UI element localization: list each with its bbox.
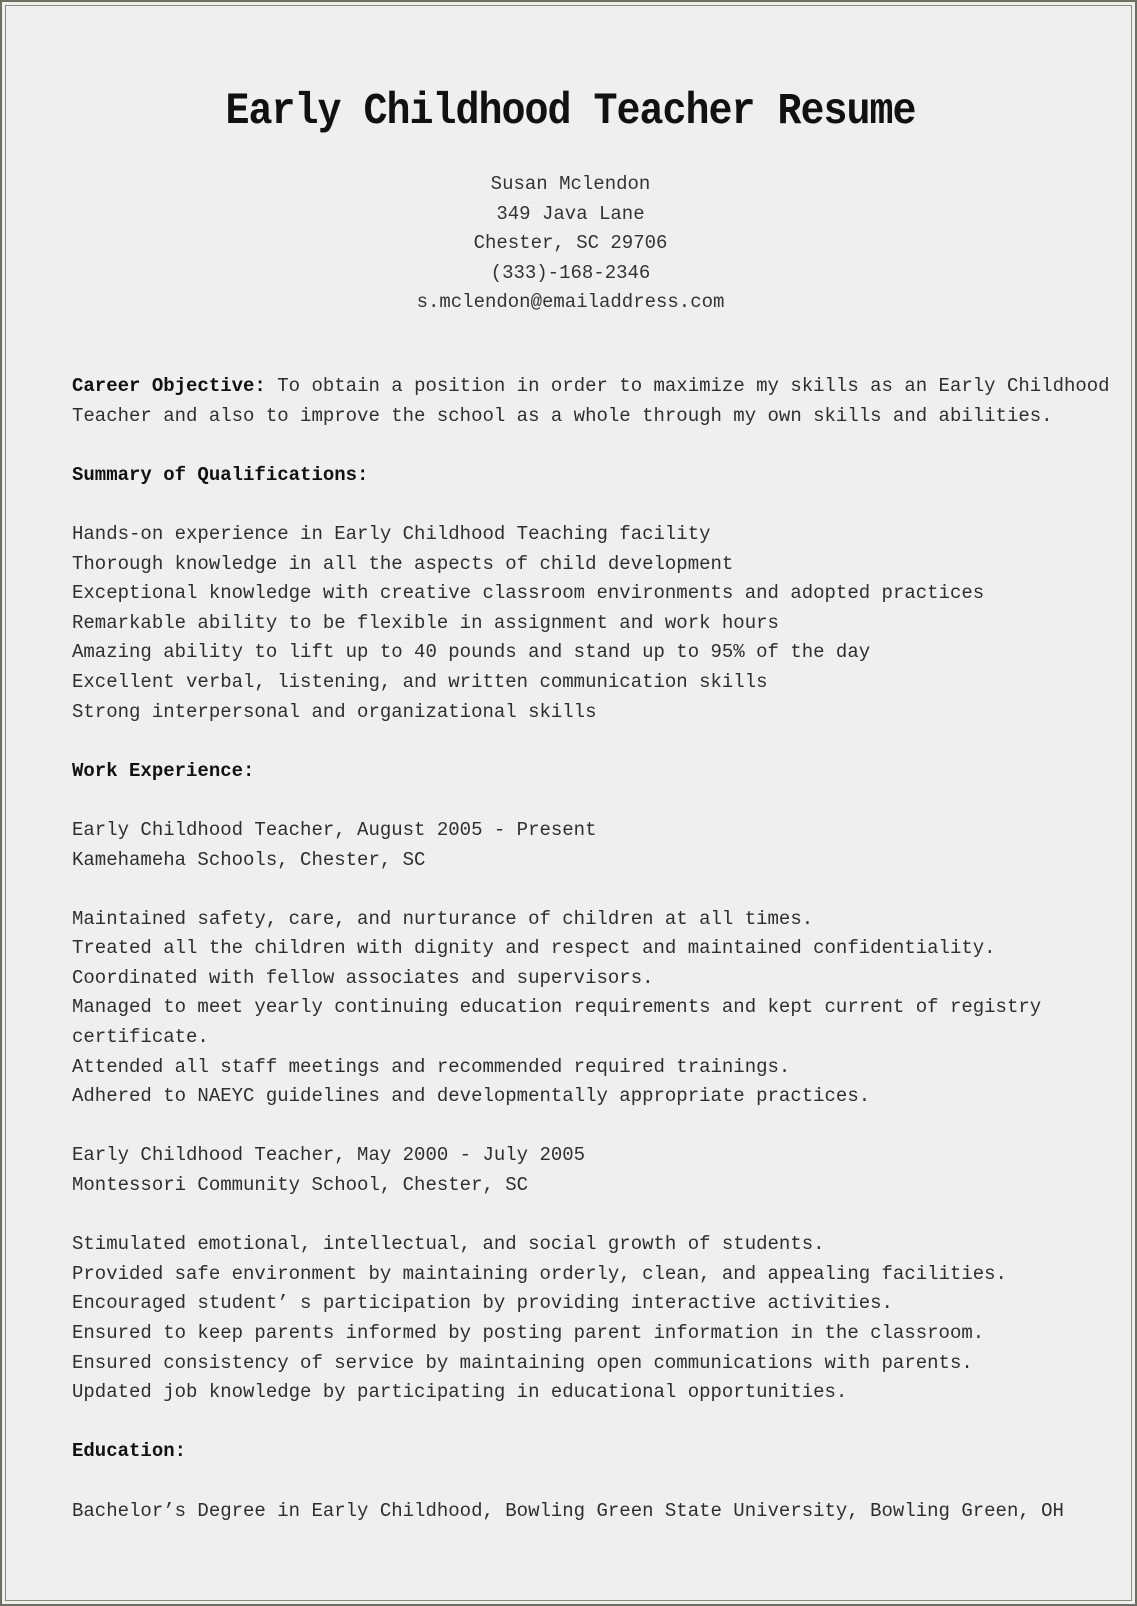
job-duty: Ensured to keep parents informed by posting parent information in the classroom. xyxy=(72,1322,985,1344)
job-duty: Treated all the children with dignity and respect and maintained confidentiality. xyxy=(72,937,996,960)
education-heading: Education: xyxy=(72,1440,187,1463)
qualification-item: Hands-on experience in Early Childhood Teaching facility xyxy=(72,522,711,545)
contact-email: s.mclendon@emailaddress.com xyxy=(416,291,725,313)
job-duty: Adhered to NAEYC guidelines and developmentally appropriate practices. xyxy=(72,1085,871,1108)
resume-body xyxy=(72,372,1112,1526)
page-title: Early Childhood Teacher Resume xyxy=(225,87,916,138)
contact-city: Chester, SC 29706 xyxy=(473,232,668,254)
job-title-dates: Early Childhood Teacher, August 2005 - Present xyxy=(72,818,597,841)
education-item: Bachelor’s Degree in Early Childhood, Bowling Green State University, Bowling Green, OH xyxy=(72,1499,1064,1522)
job-duty: Coordinated with fellow associates and supervisors. xyxy=(72,966,654,989)
contact-address: 349 Java Lane xyxy=(496,202,645,225)
job-duty: certificate. xyxy=(72,1026,209,1049)
contact-block xyxy=(2,170,1137,318)
qualification-item: Strong interpersonal and organizational skills xyxy=(72,700,597,723)
qualification-item: Exceptional knowledge with creative classroom environments and adopted practices xyxy=(72,582,985,605)
job-employer: Montessori Community School, Chester, SC xyxy=(72,1174,529,1197)
contact-name: Susan Mclendon xyxy=(490,173,651,195)
qualification-item: Thorough knowledge in all the aspects of child development xyxy=(72,552,734,575)
qualification-item: Amazing ability to lift up to 40 pounds and stand up to 95% of the day xyxy=(72,641,871,664)
job-duty: Maintained safety, care, and nurturance of children at all times. xyxy=(72,907,814,930)
job-duty: Stimulated emotional, intellectual, and social growth of students. xyxy=(72,1233,825,1256)
career-objective xyxy=(72,372,1112,402)
job-duty: Managed to meet yearly continuing education requirements and kept current of registry xyxy=(72,996,1042,1019)
qualifications-heading: Summary of Qualifications: xyxy=(72,463,369,486)
contact-phone: (333)-168-2346 xyxy=(490,261,651,284)
qualification-item: Remarkable ability to be flexible in assignment and work hours xyxy=(72,611,779,634)
job-employer: Kamehameha Schools, Chester, SC xyxy=(72,848,426,871)
career-objective-text-2: Teacher and also to improve the school as a whole through my own skills and abilities. xyxy=(72,404,1053,427)
qualification-item: Excellent verbal, listening, and written communication skills xyxy=(72,670,768,693)
job-duty: Encouraged student’ s participation by providing interactive activities. xyxy=(72,1292,893,1315)
job-duty: Ensured consistency of service by maintaining open communications with parents. xyxy=(72,1351,973,1374)
career-objective-label: Career Objective: xyxy=(72,375,266,397)
job-title-dates: Early Childhood Teacher, May 2000 - July 2005 xyxy=(72,1144,586,1167)
job-duty: Provided safe environment by maintaining orderly, clean, and appealing facilities. xyxy=(72,1262,1007,1285)
job-duty: Attended all staff meetings and recommended required trainings. xyxy=(72,1055,791,1078)
work-experience-heading: Work Experience: xyxy=(72,759,255,782)
career-objective-text: To obtain a position in order to maximize my skills as an Early Childhood xyxy=(265,375,1110,397)
job-duty: Updated job knowledge by participating in educational opportunities. xyxy=(72,1381,848,1404)
